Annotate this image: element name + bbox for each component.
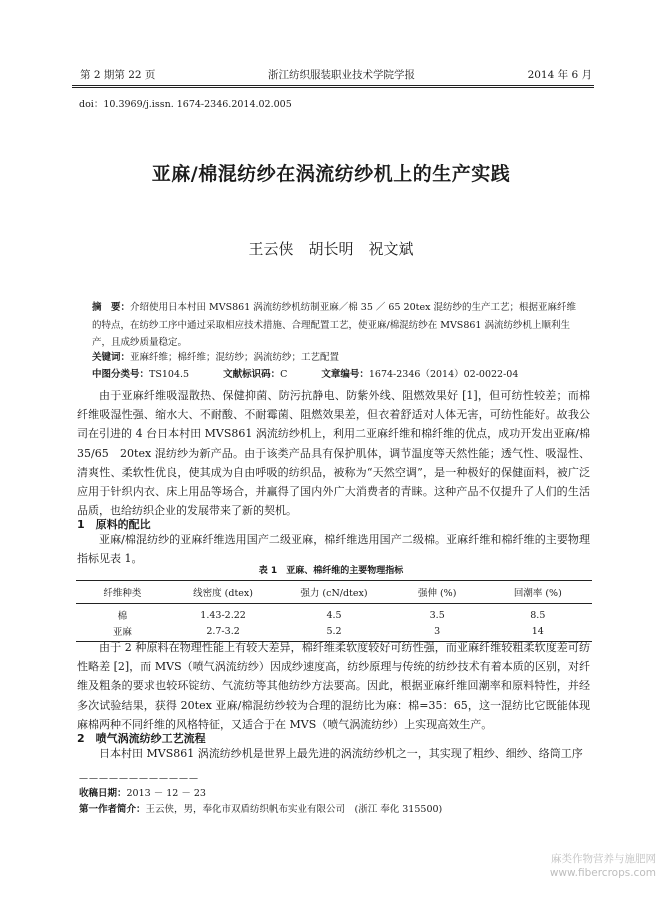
doi[interactable]: doi：10.3969/j.issn. 1674-2346.2014.02.005: [79, 99, 292, 110]
paper-title: 亚麻/棉混纺纱在涡流纺纱机上的生产实践: [151, 163, 511, 185]
table-cell: 8.5: [530, 609, 546, 621]
table-header-cell: 纤维种类: [76, 581, 169, 604]
article-number: 文章编号：1674-2346（2014）02-0022-04: [321, 369, 519, 380]
abstract: [92, 299, 580, 352]
watermark-url: www.fibercrops.com: [549, 867, 656, 879]
table-cell: 3.5: [429, 609, 445, 621]
section-1-heading: 1 原料的配比: [77, 518, 151, 531]
table-row: [76, 604, 592, 624]
header-issue: 第 2 期第 22 页: [80, 68, 156, 81]
header-date: 2014 年 6 月: [527, 68, 592, 81]
table-cell: 4.5: [326, 609, 342, 621]
table-cell: 1.43-2.22: [200, 609, 246, 621]
abstract-label: 摘 要：: [92, 302, 131, 313]
section-1-paragraph: 亚麻/棉混纺纱的亚麻纤维选用国产二级亚麻，棉纤维选用国产二级棉。亚麻纤维和棉纤维的主要物理指标见表 1。: [77, 533, 590, 566]
table-cell: 2.7-3.2: [169, 623, 277, 642]
header-rule: [72, 85, 594, 86]
table-caption: 表 1 亚麻、棉纤维的主要物理指标: [258, 566, 404, 576]
paragraph-2: 由于 2 种原料在物理性能上有较大差异，棉纤维柔软度较好可纺性强，而亚麻纤维较粗柔软度差可纺性略差 [2]，而 MVS（喷气涡流纺纱）因成纱速度高，纺纱原理与传统的纺纱技术有着本质的区别，对纤维及粗条的要求也较环锭纺、气流纺等其他纺纱方法要高。因此，根据亚麻纤维回潮率和原料特性，并经多次试验结果，获得 20tex 亚麻/棉混纺纱较为合理的混纺比为麻：棉=35：65，这一混纺比它既能体现麻棉两种不同纤维的风格特征，又适合于在 MVS（喷气涡流纺纱）上实现高效生产。: [77, 641, 590, 731]
watermark: [550, 852, 656, 880]
table-cell: 亚麻: [76, 623, 169, 642]
fiber-properties-table: [76, 580, 592, 642]
table-cell: 3: [391, 623, 484, 642]
classification-line: [92, 366, 580, 380]
header-rule-thin: [72, 87, 594, 88]
intro-paragraph: 由于亚麻纤维吸湿散热、保健抑菌、防污抗静电、防紫外线、阻燃效果好 [1]，但可纺性较差；而棉纤维吸湿性强、缩水大、不耐酸、不耐霉菌、阻燃效果差，但衣着舒适对人体无害，可纺性能好。故我公司在引进的 4 台日本村田 MVS861 涡流纺纱机上，利用二亚麻纤维和棉纤维的优点，成功开发出亚麻/棉 35/65 20tex 混纺纱为新产品。由于该类产品具有保护肌体，调节温度等天然性能；透气性、吸湿性、清爽性、柔软性优良，使其成为自由呼吸的纺织品，被称为“天然空调”，是一种极好的保健面料，被广泛应用于针织内衣、床上用品等场合，并赢得了国内外广大消费者的青睐。这种产品不仅提升了人们的生活品质，也给纺织企业的发展带来了新的契机。: [77, 389, 590, 518]
keywords: [92, 349, 580, 363]
keywords-text: 亚麻纤维；棉纤维；混纺纱；涡流纺纱；工艺配置: [130, 352, 340, 363]
table-header-cell: 强力 (cN/dtex): [277, 581, 391, 604]
running-header: [80, 66, 592, 82]
received-date: 收稿日期：2013 － 12 － 23: [79, 788, 206, 799]
section-2-heading: 2 喷气涡流纺纱工艺流程: [77, 732, 206, 745]
header-journal: 浙江纺织服装职业技术学院学报: [267, 68, 415, 81]
document-code: 文献标识码：C: [223, 369, 288, 380]
keywords-label: 关键词：: [92, 352, 131, 363]
clc-number: 中图分类号：TS104.5: [92, 369, 190, 380]
table-header-cell: 强伸 (%): [391, 581, 484, 604]
watermark-title: 麻类作物营养与施肥网: [551, 853, 656, 865]
author-bio: 第一作者简介：王云侠，男，奉化市双盾纺织帆布实业有限公司 (浙江 奉化 315500): [79, 804, 443, 815]
table-header-row: [76, 581, 592, 604]
table-header-cell: 回潮率 (%): [484, 581, 592, 604]
table-cell: 14: [484, 623, 592, 642]
table-cell: 棉: [117, 611, 128, 622]
author-list: 王云侠 胡长明 祝文斌: [248, 240, 414, 258]
section-2-paragraph: 日本村田 MVS861 涡流纺纱机是世界上最先进的涡流纺纱机之一，其实现了粗纱、细纱、络筒工序: [99, 747, 583, 760]
table-cell: 5.2: [277, 623, 391, 642]
abstract-text: 介绍使用日本村田 MVS861 涡流纺纱机纺制亚麻／棉 35 ／ 65 20tex 混纺纱的生产工艺；根据亚麻纤维的特点，在纺纱工序中通过采取相应技术措施、合理配置工艺，使亚麻/棉混纺纱在 MVS861 涡流纺纱机上顺利生产，且成纱质量稳定。: [92, 302, 576, 348]
footnote-rule: ————————————: [79, 774, 199, 784]
table-header-cell: 线密度 (dtex): [169, 581, 277, 604]
